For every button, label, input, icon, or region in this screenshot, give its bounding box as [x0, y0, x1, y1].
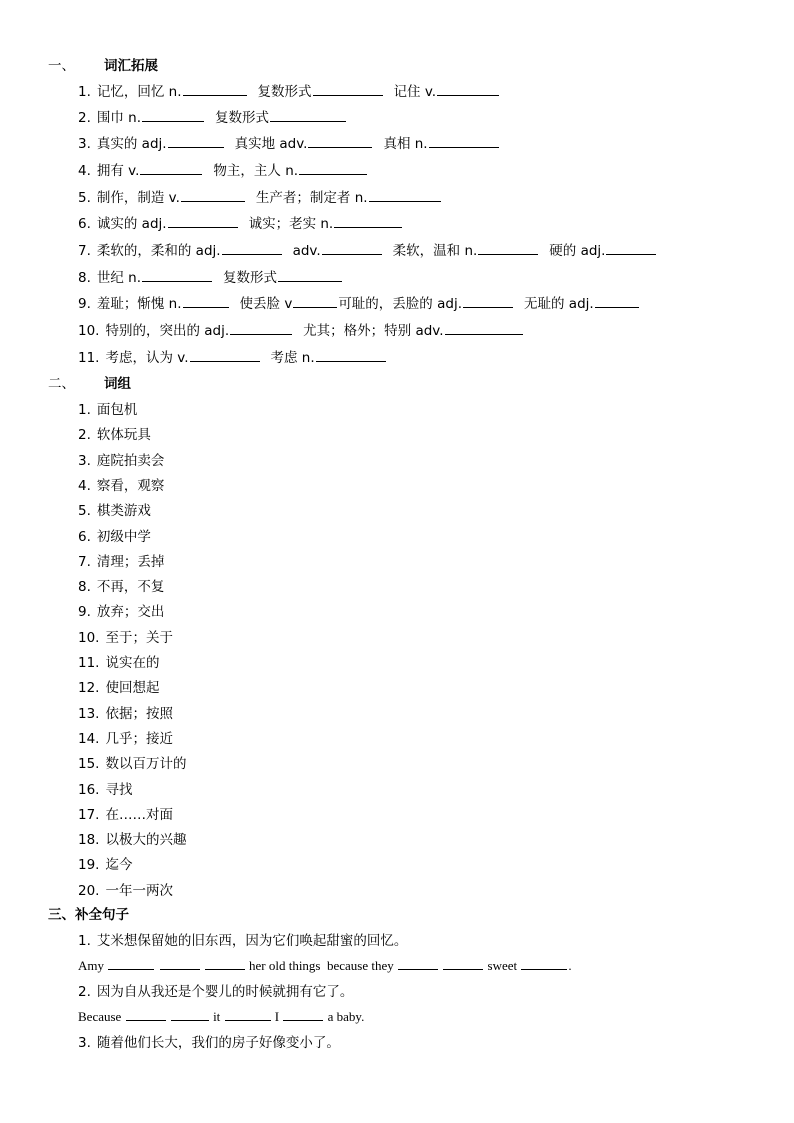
prompt-text: 无耻的 adj.: [524, 296, 594, 312]
prompt-text: 拥有 v.: [96, 163, 140, 179]
item-number: 20.: [78, 882, 100, 899]
vocab-item-2: [78, 108, 347, 128]
answer-blank[interactable]: [334, 215, 402, 228]
sentence-1-chinese: [78, 931, 407, 951]
phrase-item: [78, 451, 164, 471]
phrase-item: [78, 830, 186, 850]
phrase-item: [78, 805, 173, 825]
item-number: 9.: [78, 296, 91, 312]
sentence-word: I: [274, 1009, 280, 1024]
item-number: 11.: [78, 655, 100, 671]
answer-blank[interactable]: [270, 109, 346, 122]
item-number: 8.: [78, 579, 91, 596]
sentence-3-chinese: [78, 1033, 340, 1053]
phrase-item: [78, 501, 151, 521]
prompt-text: 柔软，温和 n.: [392, 243, 478, 259]
item-number: 3.: [78, 136, 91, 152]
item-number: 7.: [78, 553, 91, 570]
item-number: 17.: [78, 806, 100, 823]
answer-blank[interactable]: [171, 1008, 209, 1021]
phrase-item: [78, 425, 151, 445]
section-1-heading: [48, 56, 158, 76]
section-title: 词汇拓展: [104, 58, 158, 74]
phrase-text: 庭院拍卖会: [96, 452, 165, 469]
prompt-text: adv.: [292, 243, 321, 259]
phrase-item: [78, 704, 173, 724]
sentence-word: sweet: [487, 958, 518, 973]
answer-blank[interactable]: [190, 349, 260, 362]
prompt-text: 特别的，突出的 adj.: [105, 323, 230, 339]
prompt-text: 硬的 adj.: [549, 243, 606, 259]
prompt-text: 复数形式: [223, 270, 278, 286]
section-2-heading: [48, 374, 131, 394]
prompt-text: 围巾 n.: [96, 110, 142, 126]
prompt-text: 真实地 adv.: [234, 136, 308, 152]
prompt-text: 尤其；格外；特别 adv.: [303, 323, 444, 339]
vocab-item-10: [78, 321, 524, 341]
answer-blank[interactable]: [308, 135, 372, 148]
item-number: 15.: [78, 756, 100, 773]
phrase-item: [78, 400, 137, 420]
answer-blank[interactable]: [293, 295, 337, 308]
answer-blank[interactable]: [521, 957, 567, 970]
answer-blank[interactable]: [478, 242, 538, 255]
answer-blank[interactable]: [183, 295, 229, 308]
answer-blank[interactable]: [168, 215, 238, 228]
vocab-item-6: [78, 214, 403, 234]
phrase-text: 以极大的兴趣: [105, 832, 187, 849]
phrase-text: 放弃；交出: [96, 604, 165, 621]
answer-blank[interactable]: [168, 135, 224, 148]
prompt-text: 真相 n.: [383, 136, 428, 152]
phrase-item: [78, 628, 173, 648]
phrase-text: 在……对面: [105, 806, 173, 823]
section-title: 三、补全句子: [48, 907, 129, 923]
item-number: 10.: [78, 323, 100, 339]
phrase-text: 面包机: [96, 402, 138, 418]
item-number: 12.: [78, 680, 100, 697]
section-number: 一、: [48, 58, 75, 74]
answer-blank[interactable]: [283, 1008, 323, 1021]
vocab-item-7: [78, 241, 657, 261]
phrase-text: 使回想起: [105, 680, 160, 697]
phrase-item: [78, 780, 132, 800]
answer-blank[interactable]: [313, 83, 383, 96]
phrase-text: 清理；丢掉: [96, 553, 165, 570]
phrase-item: [78, 881, 173, 901]
sentence-word: Amy: [78, 958, 104, 973]
phrase-item: [78, 653, 159, 673]
phrase-text: 说实在的: [105, 655, 160, 671]
answer-blank[interactable]: [160, 957, 200, 970]
answer-blank[interactable]: [316, 349, 386, 362]
phrase-item: [78, 855, 132, 875]
answer-blank[interactable]: [437, 83, 499, 96]
prompt-text: 复数形式: [257, 84, 312, 100]
item-number: 14.: [78, 730, 100, 747]
phrase-item: [78, 602, 164, 622]
vocab-item-9: [78, 294, 640, 314]
phrase-item: [78, 527, 151, 547]
section-title: 词组: [104, 376, 131, 392]
sentence-1-english: [78, 956, 572, 976]
prompt-text: 可耻的，丢脸的 adj.: [338, 296, 462, 312]
prompt-text: 考虑，认为 v.: [105, 350, 189, 366]
answer-blank[interactable]: [606, 242, 656, 255]
phrase-text: 一年一两次: [105, 882, 173, 899]
item-number: 10.: [78, 629, 100, 646]
sentence-word: because they: [327, 958, 394, 973]
phrase-item: [78, 754, 186, 774]
sentence-word: a baby.: [327, 1009, 365, 1024]
phrase-item: [78, 729, 173, 749]
answer-blank[interactable]: [108, 957, 154, 970]
item-number: 3.: [78, 1035, 91, 1051]
prompt-text: 生产者；制定者 n.: [255, 190, 368, 206]
prompt-text: 记忆，回忆 n.: [96, 84, 182, 100]
answer-blank[interactable]: [181, 189, 245, 202]
item-number: 5.: [78, 503, 91, 520]
vocab-item-5: [78, 188, 442, 208]
phrase-text: 初级中学: [96, 528, 151, 545]
item-number: 4.: [78, 163, 91, 179]
answer-blank[interactable]: [225, 1008, 271, 1021]
sentence-text: 随着他们长大，我们的房子好像变小了。: [96, 1035, 340, 1051]
prompt-text: 真实的 adj.: [96, 136, 167, 152]
sentence-text: 因为自从我还是个婴儿的时候就拥有它了。: [96, 984, 354, 1000]
item-number: 2.: [78, 110, 91, 126]
answer-blank[interactable]: [443, 957, 483, 970]
vocab-item-3: [78, 134, 500, 154]
vocab-item-11: [78, 348, 387, 368]
answer-blank[interactable]: [463, 295, 513, 308]
prompt-text: 制作，制造 v.: [96, 190, 180, 206]
sentence-punct: .: [568, 958, 572, 973]
phrase-item: [78, 552, 164, 572]
sentence-word: her old things: [249, 958, 321, 973]
phrase-item: [78, 678, 159, 698]
section-3-heading: [48, 905, 129, 925]
phrase-text: 软体玩具: [96, 427, 151, 444]
prompt-text: 物主，主人 n.: [213, 163, 299, 179]
item-number: 11.: [78, 350, 100, 366]
vocab-item-8: [78, 268, 343, 288]
item-number: 18.: [78, 832, 100, 849]
item-number: 3.: [78, 452, 91, 469]
phrase-text: 察看，观察: [96, 477, 165, 494]
phrase-text: 至于；关于: [105, 629, 173, 646]
item-number: 16.: [78, 781, 100, 798]
phrase-text: 几乎；接近: [105, 730, 173, 747]
item-number: 13.: [78, 705, 100, 722]
phrase-text: 棋类游戏: [96, 503, 151, 520]
answer-blank[interactable]: [230, 322, 292, 335]
item-number: 9.: [78, 604, 91, 621]
phrase-item: [78, 476, 164, 496]
prompt-text: 使丢脸 v: [239, 296, 293, 312]
sentence-2-chinese: [78, 982, 353, 1002]
answer-blank[interactable]: [140, 162, 202, 175]
item-number: 2.: [78, 984, 91, 1000]
answer-blank[interactable]: [142, 109, 204, 122]
item-number: 1.: [78, 84, 91, 100]
phrase-text: 寻找: [105, 781, 133, 798]
phrase-text: 数以百万计的: [105, 756, 187, 773]
prompt-text: 考虑 n.: [270, 350, 315, 366]
item-number: 2.: [78, 427, 91, 444]
answer-blank[interactable]: [445, 322, 523, 335]
item-number: 6.: [78, 216, 91, 232]
answer-blank[interactable]: [595, 295, 639, 308]
section-number: 二、: [48, 376, 75, 392]
vocab-item-4: [78, 161, 368, 181]
prompt-text: 诚实的 adj.: [96, 216, 167, 232]
prompt-text: 世纪 n.: [96, 270, 142, 286]
phrase-text: 依据；按照: [105, 705, 173, 722]
answer-blank[interactable]: [278, 269, 342, 282]
answer-blank[interactable]: [322, 242, 382, 255]
answer-blank[interactable]: [205, 957, 245, 970]
answer-blank[interactable]: [369, 189, 441, 202]
answer-blank[interactable]: [398, 957, 438, 970]
vocab-item-1: [78, 82, 500, 102]
answer-blank[interactable]: [299, 162, 367, 175]
prompt-text: 记住 v.: [393, 84, 437, 100]
item-number: 4.: [78, 477, 91, 494]
sentence-text: 艾米想保留她的旧东西，因为它们唤起甜蜜的回忆。: [96, 933, 408, 949]
item-number: 5.: [78, 190, 91, 206]
item-number: 1.: [78, 402, 91, 418]
answer-blank[interactable]: [183, 83, 247, 96]
item-number: 8.: [78, 270, 91, 286]
prompt-text: 羞耻；惭愧 n.: [96, 296, 182, 312]
prompt-text: 诚实；老实 n.: [248, 216, 334, 232]
prompt-text: 复数形式: [215, 110, 270, 126]
phrase-text: 迄今: [105, 857, 133, 874]
answer-blank[interactable]: [429, 135, 499, 148]
answer-blank[interactable]: [126, 1008, 166, 1021]
answer-blank[interactable]: [222, 242, 282, 255]
phrase-item: [78, 577, 164, 597]
item-number: 7.: [78, 243, 91, 259]
sentence-word: Because: [78, 1009, 122, 1024]
sentence-2-english: [78, 1007, 364, 1027]
item-number: 1.: [78, 933, 91, 949]
phrase-text: 不再，不复: [96, 579, 165, 596]
sentence-word: it: [213, 1009, 221, 1024]
item-number: 6.: [78, 528, 91, 545]
item-number: 19.: [78, 857, 100, 874]
prompt-text: 柔软的，柔和的 adj.: [96, 243, 221, 259]
answer-blank[interactable]: [142, 269, 212, 282]
